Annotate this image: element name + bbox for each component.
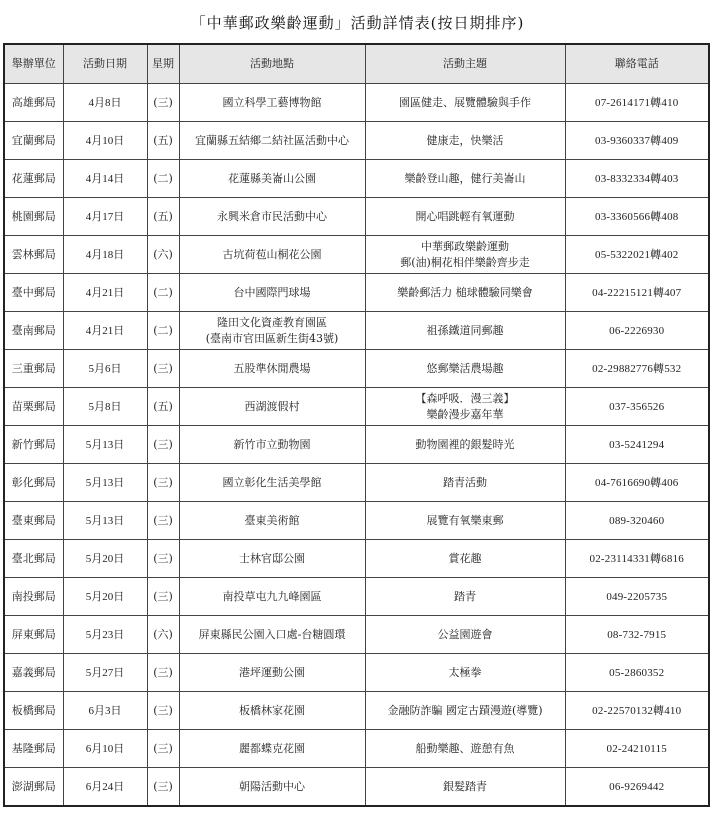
location-line: 麗都蝶克花園 — [239, 741, 305, 755]
cell-phone: 05-2860352 — [565, 654, 709, 692]
table-row — [4, 540, 709, 578]
cell-date: 5月27日 — [63, 654, 147, 692]
cell-phone: 04-22215121轉407 — [565, 274, 709, 312]
cell-date: 5月13日 — [63, 502, 147, 540]
theme-line: 樂齡漫步嘉年華 — [426, 407, 504, 421]
cell-date: 5月23日 — [63, 616, 147, 654]
theme-line: 祖孫鐵道同郵趣 — [426, 323, 504, 337]
cell-weekday: (三) — [147, 464, 179, 502]
cell-date: 5月13日 — [63, 464, 147, 502]
header-location: 活動地點 — [179, 44, 365, 84]
cell-weekday: (三) — [147, 730, 179, 768]
cell-weekday: (三) — [147, 84, 179, 122]
theme-line: 【森呼吸．漫三義】 — [415, 391, 515, 405]
location-line: 新竹市立動物園 — [233, 437, 311, 451]
table-row — [4, 274, 709, 312]
cell-theme — [365, 540, 565, 578]
cell-theme — [365, 312, 565, 350]
cell-date: 4月21日 — [63, 274, 147, 312]
cell-date: 4月10日 — [63, 122, 147, 160]
cell-weekday: (五) — [147, 122, 179, 160]
cell-location — [179, 654, 365, 692]
cell-unit: 雲林郵局 — [4, 236, 63, 274]
theme-line: 展覽有氧樂東郵 — [426, 513, 504, 527]
cell-date: 4月17日 — [63, 198, 147, 236]
cell-date: 4月18日 — [63, 236, 147, 274]
table-row — [4, 654, 709, 692]
table-body — [4, 84, 709, 807]
cell-theme — [365, 388, 565, 426]
header-row — [4, 44, 709, 84]
cell-theme — [365, 426, 565, 464]
cell-location — [179, 730, 365, 768]
cell-unit: 苗栗郵局 — [4, 388, 63, 426]
header-unit: 舉辦單位 — [4, 44, 63, 84]
cell-phone: 02-23114331轉6816 — [565, 540, 709, 578]
cell-location — [179, 426, 365, 464]
cell-date: 5月6日 — [63, 350, 147, 388]
cell-phone: 02-22570132轉410 — [565, 692, 709, 730]
table-row — [4, 160, 709, 198]
theme-line: 動物園裡的銀髮時光 — [415, 437, 515, 451]
cell-unit: 臺東郵局 — [4, 502, 63, 540]
location-line: 國立科學工藝博物館 — [222, 95, 322, 109]
table-row — [4, 122, 709, 160]
table-row — [4, 198, 709, 236]
cell-weekday: (三) — [147, 578, 179, 616]
table-row — [4, 426, 709, 464]
cell-theme — [365, 768, 565, 807]
location-line: 南投草屯九九峰園區 — [222, 589, 322, 603]
cell-weekday: (二) — [147, 312, 179, 350]
cell-date: 6月3日 — [63, 692, 147, 730]
location-line: 西湖渡假村 — [244, 399, 300, 413]
cell-date: 5月13日 — [63, 426, 147, 464]
cell-theme — [365, 274, 565, 312]
cell-location — [179, 274, 365, 312]
cell-weekday: (五) — [147, 198, 179, 236]
cell-unit: 高雄郵局 — [4, 84, 63, 122]
cell-phone: 03-3360566轉408 — [565, 198, 709, 236]
table-row — [4, 312, 709, 350]
location-line: 隆田文化資產教育園區 — [217, 315, 327, 329]
cell-phone: 03-8332334轉403 — [565, 160, 709, 198]
table-row — [4, 730, 709, 768]
theme-line: 公益園遊會 — [437, 627, 493, 641]
location-line: 港坪運動公園 — [239, 665, 305, 679]
location-line: 臺東美術館 — [244, 513, 300, 527]
cell-location — [179, 312, 365, 350]
table-row — [4, 616, 709, 654]
cell-unit: 嘉義郵局 — [4, 654, 63, 692]
table-row — [4, 84, 709, 122]
table-row — [4, 768, 709, 807]
table-row — [4, 692, 709, 730]
cell-phone: 08-732-7915 — [565, 616, 709, 654]
cell-theme — [365, 198, 565, 236]
cell-weekday: (三) — [147, 426, 179, 464]
cell-unit: 花蓮郵局 — [4, 160, 63, 198]
cell-weekday: (五) — [147, 388, 179, 426]
cell-date: 4月8日 — [63, 84, 147, 122]
location-line: 台中國際門球場 — [233, 285, 311, 299]
cell-weekday: (六) — [147, 236, 179, 274]
theme-line: 銀髮踏青 — [443, 779, 487, 793]
location-line: 士林官邸公園 — [239, 551, 305, 565]
table-row — [4, 388, 709, 426]
cell-phone: 02-29882776轉532 — [565, 350, 709, 388]
cell-unit: 臺南郵局 — [4, 312, 63, 350]
cell-theme — [365, 578, 565, 616]
location-line: 屏東縣民公園入口處-台糖圓環 — [198, 627, 346, 641]
theme-line: 踏青活動 — [443, 475, 487, 489]
location-line: 國立彰化生活美學館 — [222, 475, 322, 489]
cell-location — [179, 692, 365, 730]
document-title: 「中華郵政樂齡運動」活動詳情表(按日期排序) — [190, 14, 525, 32]
location-line: 板橋林家花園 — [239, 703, 305, 717]
cell-date: 5月20日 — [63, 578, 147, 616]
location-line: 宜蘭縣五結鄉二結社區活動中心 — [195, 133, 349, 147]
theme-line: 踏青 — [454, 589, 476, 603]
cell-phone: 06-9269442 — [565, 768, 709, 807]
cell-location — [179, 388, 365, 426]
cell-theme — [365, 122, 565, 160]
cell-location — [179, 236, 365, 274]
location-line: (臺南市官田區新生街43號) — [205, 331, 339, 345]
cell-weekday: (三) — [147, 502, 179, 540]
table-row — [4, 236, 709, 274]
header-theme: 活動主題 — [365, 44, 565, 84]
theme-line: 船動樂趣、遊憩有魚 — [415, 741, 515, 755]
cell-unit: 南投郵局 — [4, 578, 63, 616]
cell-location — [179, 578, 365, 616]
cell-unit: 宜蘭郵局 — [4, 122, 63, 160]
cell-unit: 臺北郵局 — [4, 540, 63, 578]
cell-unit: 桃園郵局 — [4, 198, 63, 236]
cell-phone: 089-320460 — [565, 502, 709, 540]
cell-weekday: (三) — [147, 654, 179, 692]
cell-phone: 03-5241294 — [565, 426, 709, 464]
theme-line: 太極拳 — [448, 665, 482, 679]
cell-unit: 三重郵局 — [4, 350, 63, 388]
cell-date: 4月21日 — [63, 312, 147, 350]
cell-date: 4月14日 — [63, 160, 147, 198]
table-row — [4, 350, 709, 388]
header-weekday: 星期 — [147, 44, 179, 84]
cell-weekday: (三) — [147, 692, 179, 730]
cell-phone: 07-2614171轉410 — [565, 84, 709, 122]
cell-location — [179, 464, 365, 502]
cell-weekday: (二) — [147, 160, 179, 198]
cell-weekday: (三) — [147, 768, 179, 807]
theme-line: 金融防詐騙 國定古蹟漫遊(導覽) — [387, 703, 543, 717]
cell-weekday: (六) — [147, 616, 179, 654]
theme-line: 樂齡登山趣，健行美崙山 — [404, 171, 526, 185]
cell-weekday: (二) — [147, 274, 179, 312]
cell-theme — [365, 160, 565, 198]
cell-unit: 臺中郵局 — [4, 274, 63, 312]
cell-location — [179, 768, 365, 807]
location-line: 永興米倉市民活動中心 — [217, 209, 327, 223]
cell-phone: 04-7616690轉406 — [565, 464, 709, 502]
cell-date: 5月20日 — [63, 540, 147, 578]
cell-location — [179, 198, 365, 236]
cell-weekday: (三) — [147, 540, 179, 578]
cell-unit: 新竹郵局 — [4, 426, 63, 464]
cell-location — [179, 502, 365, 540]
location-line: 朝陽活動中心 — [239, 779, 305, 793]
theme-line: 開心唱跳輕有氧運動 — [415, 209, 515, 223]
cell-theme — [365, 84, 565, 122]
cell-weekday: (三) — [147, 350, 179, 388]
cell-theme — [365, 654, 565, 692]
cell-unit: 澎湖郵局 — [4, 768, 63, 807]
cell-theme — [365, 616, 565, 654]
cell-unit: 基隆郵局 — [4, 730, 63, 768]
theme-line: 賞花趣 — [448, 551, 482, 565]
cell-unit: 板橋郵局 — [4, 692, 63, 730]
cell-theme — [365, 730, 565, 768]
cell-theme — [365, 350, 565, 388]
cell-location — [179, 350, 365, 388]
cell-theme — [365, 502, 565, 540]
cell-theme — [365, 692, 565, 730]
activity-schedule-table — [3, 43, 710, 807]
header-date: 活動日期 — [63, 44, 147, 84]
cell-unit: 彰化郵局 — [4, 464, 63, 502]
cell-phone: 06-2226930 — [565, 312, 709, 350]
header-phone: 聯絡電話 — [565, 44, 709, 84]
cell-theme — [365, 464, 565, 502]
cell-location — [179, 84, 365, 122]
theme-line: 悠郵樂活農場趣 — [426, 361, 504, 375]
cell-phone: 02-24210115 — [565, 730, 709, 768]
cell-phone: 037-356526 — [565, 388, 709, 426]
theme-line: 中華郵政樂齡運動 — [421, 239, 509, 253]
cell-location — [179, 540, 365, 578]
theme-line: 郵(油)桐花相伴樂齡齊步走 — [400, 255, 530, 269]
cell-date: 6月10日 — [63, 730, 147, 768]
location-line: 古坑荷苞山桐花公園 — [222, 247, 322, 261]
cell-date: 5月8日 — [63, 388, 147, 426]
cell-location — [179, 122, 365, 160]
location-line: 花蓮縣美崙山公園 — [228, 171, 316, 185]
cell-date: 6月24日 — [63, 768, 147, 807]
cell-theme — [365, 236, 565, 274]
cell-location — [179, 160, 365, 198]
cell-unit: 屏東郵局 — [4, 616, 63, 654]
theme-line: 樂齡郵活力 槌球體驗同樂會 — [397, 285, 533, 299]
cell-phone: 03-9360337轉409 — [565, 122, 709, 160]
theme-line: 健康走，快樂活 — [426, 133, 504, 147]
cell-phone: 05-5322021轉402 — [565, 236, 709, 274]
cell-location — [179, 616, 365, 654]
theme-line: 園區健走、展覽體驗與手作 — [399, 95, 531, 109]
table-row — [4, 578, 709, 616]
table-row — [4, 502, 709, 540]
location-line: 五股準休閒農場 — [233, 361, 311, 375]
table-row — [4, 464, 709, 502]
cell-phone: 049-2205735 — [565, 578, 709, 616]
